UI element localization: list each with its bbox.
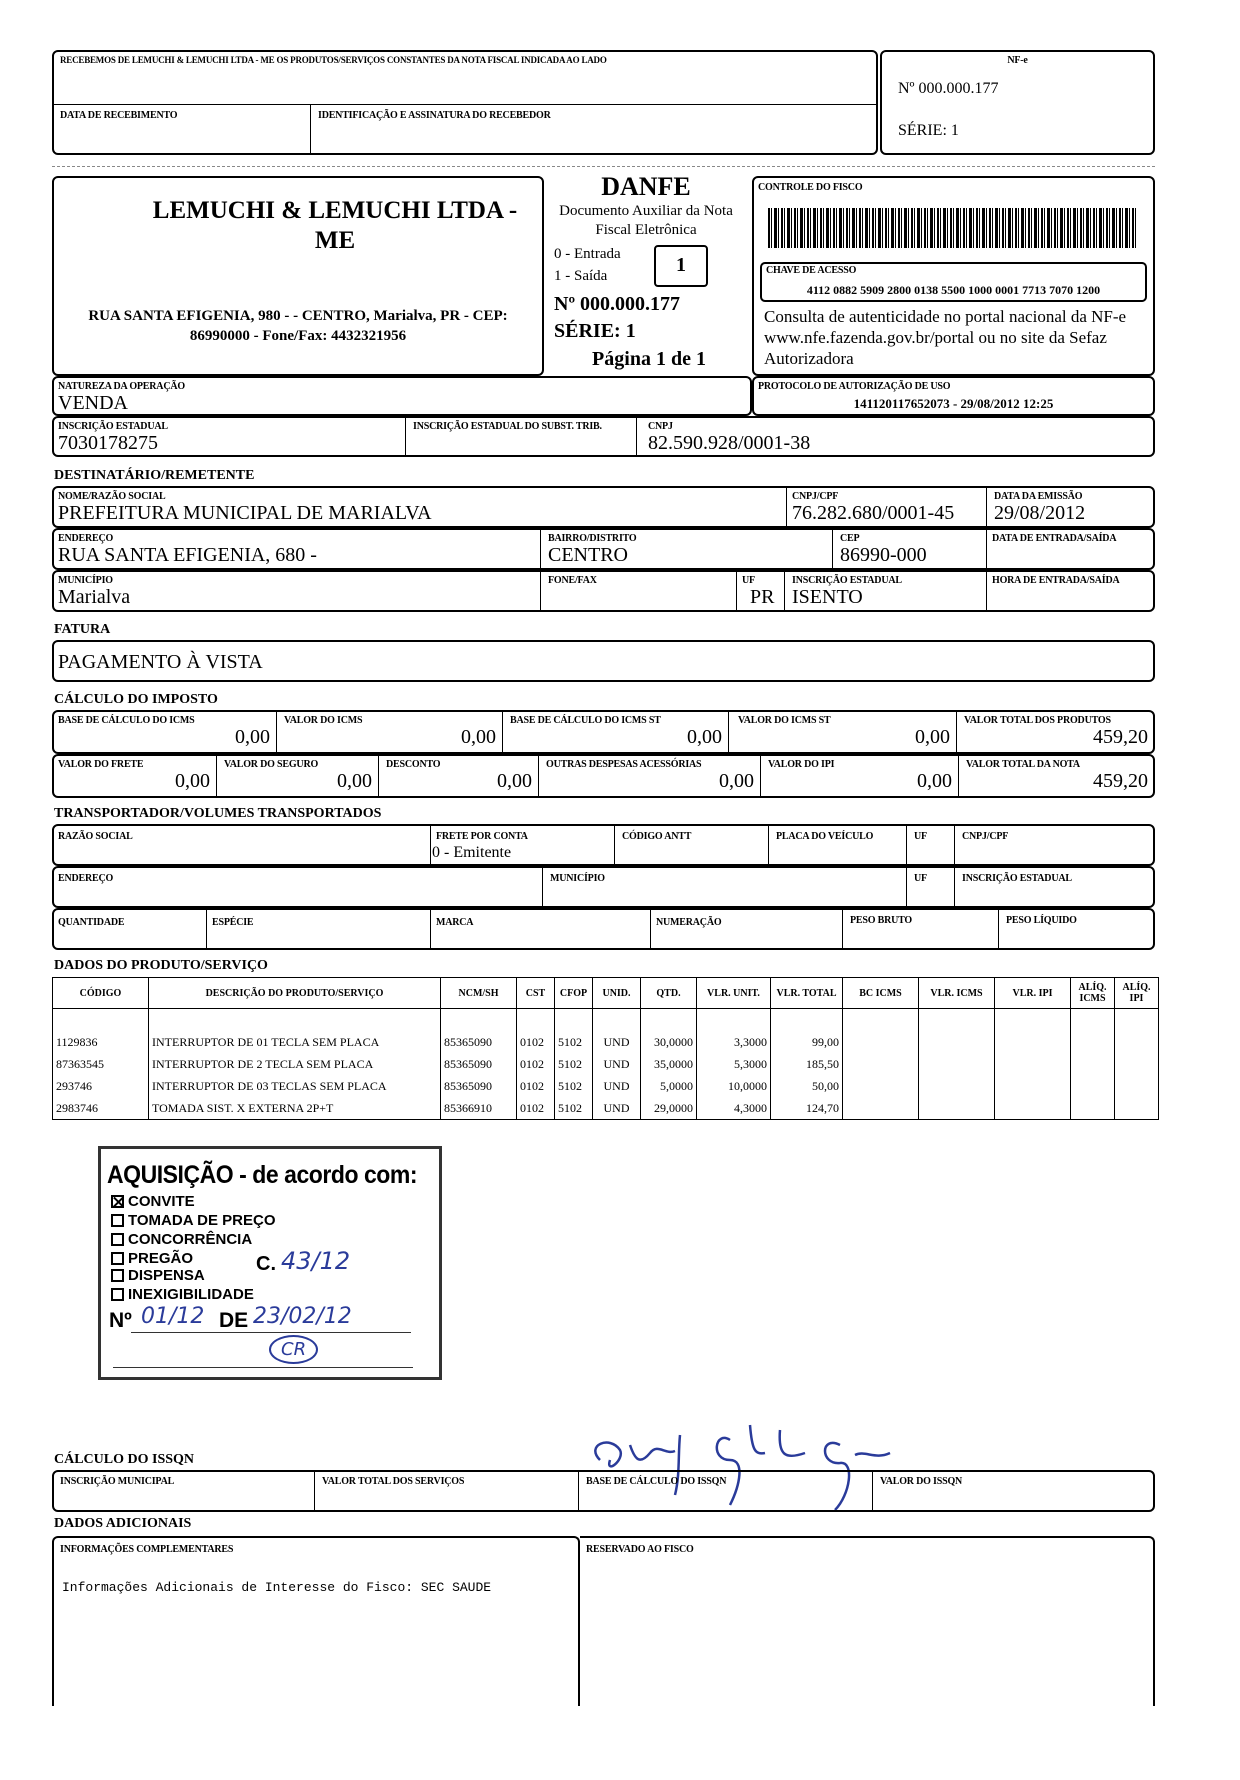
dest-emissao-label: DATA DA EMISSÃO [994, 491, 1083, 502]
desconto: 0,00 [497, 770, 532, 792]
checkbox-icon [111, 1233, 124, 1246]
chave-label: CHAVE DE ACESSO [766, 265, 857, 276]
dest-r3-d1 [540, 570, 541, 612]
frete-label: VALOR DO FRETE [58, 759, 144, 770]
dest-r1-d2 [986, 486, 987, 528]
table-row [53, 1031, 1159, 1053]
natureza-valor: VENDA [58, 392, 128, 414]
cell-unid: UND [593, 1031, 641, 1053]
valor-icms-st-label: VALOR DO ICMS ST [738, 715, 831, 726]
stamp-title: AQUISIÇÃO - de acordo com: [107, 1161, 418, 1189]
cell-cst: 0102 [517, 1031, 555, 1053]
danfe-entrada: 0 - Entrada [554, 246, 621, 262]
dest-ie: ISENTO [792, 586, 863, 608]
dest-nome: PREFEITURA MUNICIPAL DE MARIALVA [58, 502, 432, 524]
col-cst: CST [517, 978, 555, 1009]
info-texto: Informações Adicionais de Interesse do Fisco: SEC SAUDE [62, 1580, 492, 1595]
cell-ncm: 85366910 [441, 1097, 517, 1120]
base-icms: 0,00 [235, 726, 270, 748]
stamp-c-valor: 43/12 [281, 1247, 351, 1275]
col-aliq-icms: ALÍQ. ICMS [1071, 978, 1115, 1009]
imp-r1-d2 [502, 710, 503, 754]
cell-codigo: 293746 [53, 1075, 149, 1097]
issqn-base-label: BASE DE CÁLCULO DO ISSQN [586, 1476, 727, 1487]
desconto-label: DESCONTO [386, 759, 441, 770]
transp-peso-bruto-label: PESO BRUTO [850, 915, 912, 926]
cell-vlr-unit: 5,3000 [697, 1053, 771, 1075]
col-qtd: QTD. [641, 978, 697, 1009]
transp-razao-label: RAZÃO SOCIAL [58, 831, 133, 842]
dest-bairro: CENTRO [548, 544, 628, 566]
adicionais-secao: DADOS ADICIONAIS [54, 1516, 192, 1531]
dest-fone-label: FONE/FAX [548, 575, 597, 586]
stamp-no-label: Nº [109, 1309, 132, 1332]
imp-r2-d1 [216, 754, 217, 798]
cell-descricao: INTERRUPTOR DE 01 TECLA SEM PLACA [149, 1031, 441, 1053]
dest-r3-d3 [784, 570, 785, 612]
base-icms-st-label: BASE DE CÁLCULO DO ICMS ST [510, 715, 661, 726]
controle-fisco-label: CONTROLE DO FISCO [758, 182, 863, 193]
tr-r2-d2 [906, 866, 907, 908]
reservado-label: RESERVADO AO FISCO [586, 1544, 694, 1555]
tr-r2-d1 [542, 866, 543, 908]
dest-r2-d2 [832, 528, 833, 570]
cell-cfop: 5102 [555, 1053, 593, 1075]
checkbox-icon [111, 1214, 124, 1227]
seguro-label: VALOR DO SEGURO [224, 759, 319, 770]
cell-vlr-total: 185,50 [771, 1053, 843, 1075]
col-vlr-total: VLR. TOTAL [771, 978, 843, 1009]
col-ncm: NCM/SH [441, 978, 517, 1009]
cut-line [52, 166, 1155, 167]
dest-municipio-label: MUNICÍPIO [58, 575, 113, 586]
col-cfop: CFOP [555, 978, 593, 1009]
transp-uf-label: UF [914, 831, 927, 842]
cell-qtd: 35,0000 [641, 1053, 697, 1075]
transp-antt-label: CÓDIGO ANTT [622, 831, 692, 842]
stamp-option-tomada: TOMADA DE PREÇO [111, 1212, 276, 1229]
canhoto-numero: Nº 000.000.177 [898, 80, 999, 97]
danfe-saida: 1 - Saída [554, 268, 608, 284]
ie-st-label: INSCRIÇÃO ESTADUAL DO SUBST. TRIB. [413, 421, 602, 432]
stamp-option-dispensa: DISPENSA [111, 1267, 205, 1284]
tr-r3-d2 [430, 908, 431, 950]
dest-endereco: RUA SANTA EFIGENIA, 680 - [58, 544, 317, 566]
imp-r2-d5 [958, 754, 959, 798]
total-produtos-label: VALOR TOTAL DOS PRODUTOS [964, 715, 1111, 726]
dest-r1-d1 [786, 486, 787, 528]
cell-descricao: TOMADA SIST. X EXTERNA 2P+T [149, 1097, 441, 1120]
transp-frete: 0 - Emitente [432, 844, 512, 861]
transp-uf2-label: UF [914, 873, 927, 884]
transp-quantidade-label: QUANTIDADE [58, 917, 125, 928]
transp-numeracao-label: NUMERAÇÃO [656, 917, 722, 928]
valor-icms-label: VALOR DO ICMS [284, 715, 363, 726]
table-row [53, 1009, 1159, 1032]
col-bc-icms: BC ICMS [843, 978, 919, 1009]
chave-acesso: 4112 0882 5909 2800 0138 5500 1000 0001 7713 7070 1200 [806, 283, 1101, 297]
cell-vlr-total: 50,00 [771, 1075, 843, 1097]
transp-ie-label: INSCRIÇÃO ESTADUAL [962, 873, 1072, 884]
barcode [768, 208, 1136, 248]
tr-r3-d1 [206, 908, 207, 950]
data-recebimento-label: DATA DE RECEBIMENTO [60, 110, 178, 121]
transp-placa-label: PLACA DO VEÍCULO [776, 831, 874, 842]
dest-uf-label: UF [742, 575, 755, 586]
issqn-secao: CÁLCULO DO ISSQN [54, 1452, 195, 1467]
danfe-pagina: Página 1 de 1 [592, 348, 706, 370]
cell-unid: UND [593, 1053, 641, 1075]
base-icms-st: 0,00 [687, 726, 722, 748]
dest-r2-d3 [986, 528, 987, 570]
dest-row3 [52, 570, 1155, 612]
base-icms-label: BASE DE CÁLCULO DO ICMS [58, 715, 195, 726]
fatura-secao: FATURA [54, 622, 111, 637]
cell-vlr-unit: 4,3000 [697, 1097, 771, 1120]
emitente-endereco: RUA SANTA EFIGENIA, 980 - - CENTRO, Marialva, PR - CEP: 86990000 - Fone/Fax: 4432321956 [88, 308, 508, 344]
cell-ncm: 85365090 [441, 1075, 517, 1097]
destinatario-secao: DESTINATÁRIO/REMETENTE [54, 468, 255, 483]
stamp-c-label: C. [256, 1253, 276, 1275]
col-aliq-ipi: ALÍQ. IPI [1115, 978, 1159, 1009]
natureza-label: NATUREZA DA OPERAÇÃO [58, 381, 185, 392]
protocolo-label: PROTOCOLO DE AUTORIZAÇÃO DE USO [758, 381, 951, 392]
transp-endereco-label: ENDEREÇO [58, 873, 114, 884]
outras: 0,00 [719, 770, 754, 792]
issqn-d3 [872, 1470, 873, 1512]
cell-cst: 0102 [517, 1053, 555, 1075]
tr-r1-d5 [954, 824, 955, 866]
canhoto-nfe-label: NF-e [1007, 55, 1028, 66]
stamp-de-label: DE [219, 1309, 249, 1332]
col-codigo: CÓDIGO [53, 978, 149, 1009]
frete: 0,00 [175, 770, 210, 792]
aquisicao-stamp [98, 1146, 442, 1380]
dest-ie-label: INSCRIÇÃO ESTADUAL [792, 575, 902, 586]
imp-r2-d2 [378, 754, 379, 798]
info-box [52, 1536, 580, 1706]
ie-div1 [405, 416, 406, 457]
stamp-option-inexigibilidade: INEXIGIBILIDADE [111, 1286, 254, 1303]
dest-hora-label: HORA DE ENTRADA/SAÍDA [992, 575, 1120, 586]
stamp-option-concorrencia: CONCORRÊNCIA [111, 1231, 252, 1248]
recebemos-label: RECEBEMOS DE LEMUCHI & LEMUCHI LTDA - ME OS PRODUTOS/SERVIÇOS CONSTANTES DA NOTA FISCAL INDICADA AO LADO [60, 55, 607, 65]
valor-icms-st: 0,00 [915, 726, 950, 748]
transp-row3 [52, 908, 1155, 950]
reservado-box [580, 1536, 1155, 1706]
produtos-secao: DADOS DO PRODUTO/SERVIÇO [54, 958, 268, 973]
identificacao-label: IDENTIFICAÇÃO E ASSINATURA DO RECEBEDOR [318, 110, 551, 121]
transp-cnpj-label: CNPJ/CPF [962, 831, 1009, 842]
transp-especie-label: ESPÉCIE [212, 917, 254, 928]
checked-box-icon [111, 1195, 124, 1208]
dest-cnpj-label: CNPJ/CPF [792, 491, 839, 502]
fatura-texto: PAGAMENTO À VISTA [58, 651, 263, 673]
cell-descricao: INTERRUPTOR DE 03 TECLAS SEM PLACA [149, 1075, 441, 1097]
total-nota-label: VALOR TOTAL DA NOTA [966, 759, 1080, 770]
transportador-secao: TRANSPORTADOR/VOLUMES TRANSPORTADOS [54, 806, 382, 821]
tr-r1-d1 [430, 824, 431, 866]
dest-r3-d4 [986, 570, 987, 612]
dest-entrada-saida-label: DATA DE ENTRADA/SAÍDA [992, 533, 1117, 544]
stamp-no-valor: 01/12 [141, 1304, 205, 1329]
cell-vlr-total: 99,00 [771, 1031, 843, 1053]
transp-frete-label: FRETE POR CONTA [436, 831, 528, 842]
checkbox-icon [111, 1252, 124, 1265]
issqn-d2 [578, 1470, 579, 1512]
tr-r1-d4 [906, 824, 907, 866]
cell-descricao: INTERRUPTOR DE 2 TECLA SEM PLACA [149, 1053, 441, 1075]
tr-r3-d5 [998, 908, 999, 950]
dest-nome-label: NOME/RAZÃO SOCIAL [58, 491, 166, 502]
stamp-line-1 [131, 1332, 411, 1333]
tr-r3-d4 [842, 908, 843, 950]
imp-r2-d4 [760, 754, 761, 798]
cell-vlr-unit: 3,3000 [697, 1031, 771, 1053]
dest-cep-label: CEP [840, 533, 860, 544]
cell-unid: UND [593, 1075, 641, 1097]
cell-cfop: 5102 [555, 1097, 593, 1120]
cell-unid: UND [593, 1097, 641, 1120]
canhoto-vdivider [310, 104, 311, 155]
tr-r1-d3 [768, 824, 769, 866]
seguro: 0,00 [337, 770, 372, 792]
cell-qtd: 30,0000 [641, 1031, 697, 1053]
total-nota: 459,20 [1093, 770, 1148, 792]
checkbox-icon [111, 1269, 124, 1282]
tr-r2-d3 [954, 866, 955, 908]
cell-cfop: 5102 [555, 1031, 593, 1053]
emitente-nome: LEMUCHI & LEMUCHI LTDA - ME [152, 197, 518, 254]
issqn-d1 [314, 1470, 315, 1512]
cnpj-valor: 82.590.928/0001-38 [648, 432, 811, 454]
stamp-option-convite: CONVITE [111, 1193, 195, 1210]
imp-r2-d3 [538, 754, 539, 798]
table-row [53, 1053, 1159, 1075]
col-vlr-unit: VLR. UNIT. [697, 978, 771, 1009]
consulta-texto: Consulta de autenticidade no portal nacional da NF-e www.nfe.fazenda.gov.br/portal ou no site da Sefaz Autorizadora [764, 307, 1127, 368]
produtos-header-row [53, 978, 1159, 1009]
dest-emissao: 29/08/2012 [994, 502, 1086, 524]
canhoto-divider [52, 104, 878, 105]
cell-cfop: 5102 [555, 1075, 593, 1097]
stamp-option-pregao: PREGÃO [111, 1250, 193, 1267]
col-descricao: DESCRIÇÃO DO PRODUTO/SERVIÇO [149, 978, 441, 1009]
imp-r1-d3 [728, 710, 729, 754]
issqn-valor-label: VALOR DO ISSQN [880, 1476, 963, 1487]
cell-vlr-unit: 10,0000 [697, 1075, 771, 1097]
danfe-tipo: 1 [676, 254, 686, 276]
ie-valor: 7030178275 [58, 432, 158, 454]
imposto-secao: CÁLCULO DO IMPOSTO [54, 692, 218, 707]
transp-marca-label: MARCA [436, 917, 474, 928]
ipi: 0,00 [917, 770, 952, 792]
cell-qtd: 29,0000 [641, 1097, 697, 1120]
ie-div2 [636, 416, 637, 457]
col-unid: UNID. [593, 978, 641, 1009]
canhoto-serie: SÉRIE: 1 [898, 122, 959, 139]
issqn-total-label: VALOR TOTAL DOS SERVIÇOS [322, 1476, 465, 1487]
ie-box [52, 416, 1155, 457]
valor-icms: 0,00 [461, 726, 496, 748]
danfe-subtitulo: Documento Auxiliar da Nota Fiscal Eletrônica [559, 203, 733, 238]
cell-codigo: 2983746 [53, 1097, 149, 1120]
outras-label: OUTRAS DESPESAS ACESSÓRIAS [546, 759, 702, 770]
ipi-label: VALOR DO IPI [768, 759, 835, 770]
stamp-line-2 [113, 1367, 413, 1368]
imp-r1-d4 [956, 710, 957, 754]
tr-r1-d2 [614, 824, 615, 866]
dest-r3-d2 [736, 570, 737, 612]
info-label: INFORMAÇÕES COMPLEMENTARES [60, 1544, 234, 1555]
ie-label: INSCRIÇÃO ESTADUAL [58, 421, 168, 432]
stamp-de-valor: 23/02/12 [253, 1304, 352, 1329]
stamp-rubrica: CR [269, 1335, 318, 1364]
cell-ncm: 85365090 [441, 1053, 517, 1075]
dest-bairro-label: BAIRRO/DISTRITO [548, 533, 637, 544]
protocolo-valor: 141120117652073 - 29/08/2012 12:25 [853, 396, 1054, 411]
dest-endereco-label: ENDEREÇO [58, 533, 114, 544]
tr-r3-d3 [650, 908, 651, 950]
issqn-inscricao-label: INSCRIÇÃO MUNICIPAL [60, 1476, 175, 1487]
danfe-numero: Nº 000.000.177 [554, 293, 681, 315]
canhoto-box [52, 50, 878, 155]
danfe-serie: SÉRIE: 1 [554, 320, 636, 342]
produtos-table [52, 977, 1159, 1120]
transp-municipio-label: MUNICÍPIO [550, 873, 605, 884]
cnpj-label: CNPJ [648, 421, 673, 432]
dest-uf: PR [750, 586, 775, 608]
dest-municipio: Marialva [58, 586, 131, 608]
danfe-titulo: DANFE [601, 172, 691, 201]
cell-qtd: 5,0000 [641, 1075, 697, 1097]
cell-cst: 0102 [517, 1097, 555, 1120]
cell-cst: 0102 [517, 1075, 555, 1097]
total-produtos: 459,20 [1093, 726, 1148, 748]
table-row [53, 1075, 1159, 1097]
table-row [53, 1097, 1159, 1120]
col-vlr-ipi: VLR. IPI [995, 978, 1071, 1009]
dest-cep: 86990-000 [840, 544, 927, 566]
cell-ncm: 85365090 [441, 1031, 517, 1053]
cell-codigo: 87363545 [53, 1053, 149, 1075]
transp-peso-liquido-label: PESO LÍQUIDO [1006, 915, 1077, 926]
cell-codigo: 1129836 [53, 1031, 149, 1053]
col-vlr-icms: VLR. ICMS [919, 978, 995, 1009]
dest-cnpj: 76.282.680/0001-45 [792, 502, 955, 524]
checkbox-icon [111, 1288, 124, 1301]
imp-r1-d1 [276, 710, 277, 754]
cell-vlr-total: 124,70 [771, 1097, 843, 1120]
dest-r2-d1 [540, 528, 541, 570]
